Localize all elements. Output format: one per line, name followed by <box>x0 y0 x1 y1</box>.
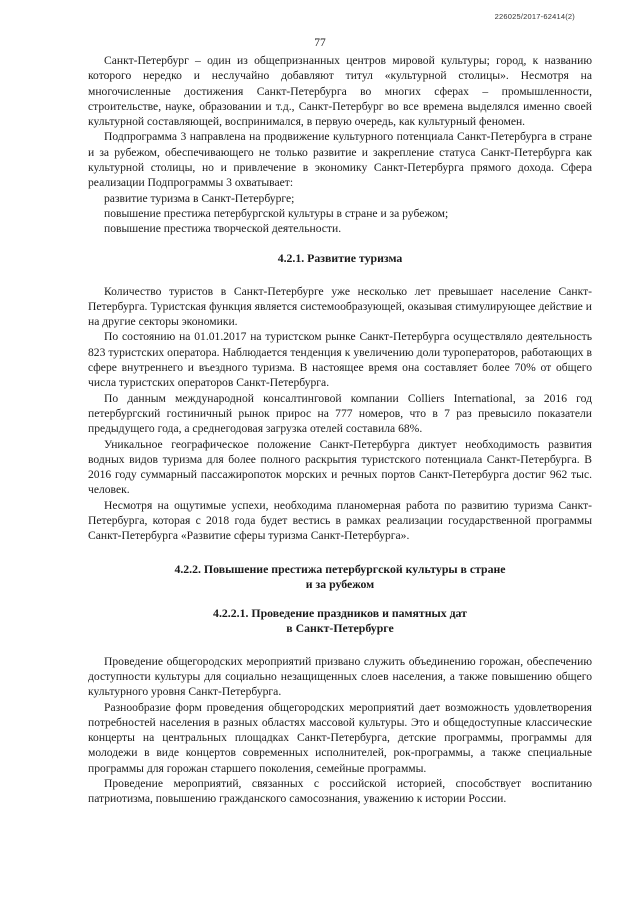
events-paragraph-3: Проведение мероприятий, связанных с российской историей, способствует воспитанию патриотизма, повышению гражданского самосознания, уважению к истории России. <box>88 776 592 806</box>
document-body <box>88 53 592 807</box>
document-number: 226025/2017-62414(2) <box>494 12 575 21</box>
tourism-paragraph-1: Количество туристов в Санкт-Петербурге уже несколько лет превышает население Санкт-Петербурга. Туристская функция является системообразующей, оказывая стимулирующее действие и на другие секторы экономики. <box>88 284 592 329</box>
scope-item-2: повышение престижа петербургской культуры в стране и за рубежом; <box>104 206 449 220</box>
section-heading-4-2-2-1-line-1: 4.2.2.1. Проведение праздников и памятных дат <box>213 605 467 620</box>
events-paragraph-1: Проведение общегородских мероприятий призвано служить объединению горожан, обеспечению доступности культуры для социально незащищенных слоев населения, а также повышению общего культурного уровня Санкт-Петербурга. <box>88 654 592 699</box>
section-heading-4-2-2-line-2: и за рубежом <box>305 576 375 591</box>
scope-item-3: повышение престижа творческой деятельности. <box>104 222 342 236</box>
section-heading-4-2-2-line-1: 4.2.2. Повышение престижа петербургской культуры в стране <box>174 561 506 576</box>
section-heading-4-2-2-1-line-2: в Санкт-Петербурге <box>286 620 394 635</box>
tourism-paragraph-4: Уникальное географическое положение Санкт-Петербурга диктует необходимость развития водных видов туризма для более полного раскрытия туристского потенциала Санкт-Петербурга. В 2016 году суммарный пассажиропоток морских и речных портов Санкт-Петербурга достиг 962 тыс. человек. <box>88 437 592 497</box>
intro-paragraph-2: Подпрограмма 3 направлена на продвижение культурного потенциала Санкт-Петербурга в стране и за рубежом, обеспечивающего не только развитие и закрепление статуса Санкт-Петербурга как культурной столицы, но и привлечение в экономику Санкт-Петербурга прямого дохода. Сфера реализации Подпрограммы 3 охватывает: <box>88 130 592 190</box>
tourism-paragraph-5: Несмотря на ощутимые успехи, необходима планомерная работа по развитию туризма Санкт-Петербурга, которая с 2018 года будет вестись в рамках реализации государственной программы Санкт-Петербурга «Развитие сферы туризма Санкт-Петербурга». <box>88 498 592 543</box>
section-heading-4-2-1: 4.2.1. Развитие туризма <box>277 250 403 265</box>
events-paragraph-2: Разнообразие форм проведения общегородских мероприятий дает возможность удовлетворения потребностей населения в разных областях массовой культуры. Это и общедоступные классические концерты на центральных площадках Санкт-Петербурга, детские программы, программы для молодежи в виде концертов современных исполнителей, рок-программы, а также специальные программы для горожан старшего поколения, семейные программы. <box>88 700 592 775</box>
tourism-paragraph-3: По данным международной консалтинговой компании Colliers International, за 2016 год петербургский гостиничный рынок прирос на 777 номеров, что в 7 раз превысило показатели предыдущего года, а среднегодовая загрузка отелей составила 68%. <box>88 391 592 436</box>
section-heading-4-2-2 <box>88 562 592 592</box>
tourism-paragraph-2: По состоянию на 01.01.2017 на туристском рынке Санкт-Петербурга осуществляло деятельность 823 туристских оператора. Наблюдается тенденция к увеличению доли туроператоров, работающих в сфере внутреннего и въездного туризма. В настоящее время она составляет более 70% от общего числа туристских операторов Санкт-Петербурга. <box>88 330 592 390</box>
scope-item-1: развитие туризма в Санкт-Петербурге; <box>104 191 295 205</box>
intro-paragraph-1: Санкт-Петербург – один из общепризнанных центров мировой культуры; город, к названию которого нередко и неслучайно добавляют титул «культурной столицы». Несмотря на многочисленные достижения Санкт-Петербурга во многих сферах – промышленности, строительстве, науке, образовании и т.д., Санкт-Петербург во все времена выделялся именно своей культурной составляющей, воспринимался, в первую очередь, как культурный феномен. <box>88 54 592 129</box>
page-number: 77 <box>314 37 326 49</box>
section-heading-4-2-2-1 <box>88 606 592 636</box>
